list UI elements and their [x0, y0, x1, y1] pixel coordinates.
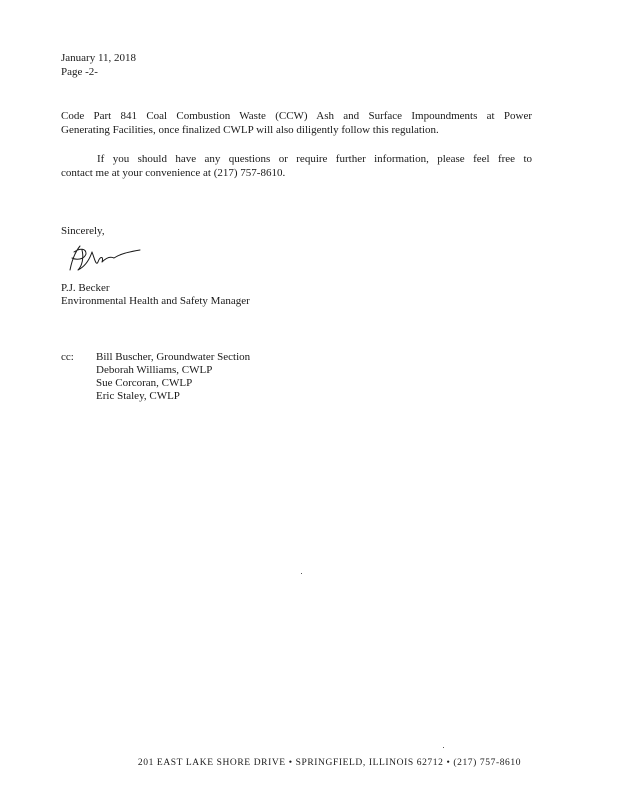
cc-recipient: Bill Buscher, Groundwater Section [96, 351, 251, 363]
handwritten-signature [62, 238, 144, 278]
paragraph-2-line-1: If you should have any questions or require further information, please feel free to [97, 153, 532, 165]
paragraph-2-line-2: contact me at your convenience at (217) 757-8610. [61, 167, 286, 179]
paragraph-1-line-1: Code Part 841 Coal Combustion Waste (CCW) Ash and Surface Impoundments at Power [61, 110, 532, 122]
signer-title: Environmental Health and Safety Manager [61, 295, 250, 307]
scan-speck [301, 573, 302, 574]
letter-date: January 11, 2018 [61, 52, 137, 64]
cc-recipient: Deborah Williams, CWLP [96, 364, 213, 376]
page-number: Page -2- [61, 66, 98, 78]
signer-name: P.J. Becker [61, 282, 110, 294]
cc-recipient: Sue Corcoran, CWLP [96, 377, 193, 389]
salutation: Sincerely, [61, 225, 105, 237]
cc-recipient: Eric Staley, CWLP [96, 390, 180, 402]
scan-speck [443, 747, 444, 748]
cc-label: cc: [61, 351, 74, 363]
paragraph-1-line-2: Generating Facilities, once finalized CWLP will also diligently follow this regulation. [61, 124, 439, 136]
letterhead-footer-address: 201 EAST LAKE SHORE DRIVE • SPRINGFIELD, ILLINOIS 62712 • (217) 757-8610 [137, 758, 522, 768]
